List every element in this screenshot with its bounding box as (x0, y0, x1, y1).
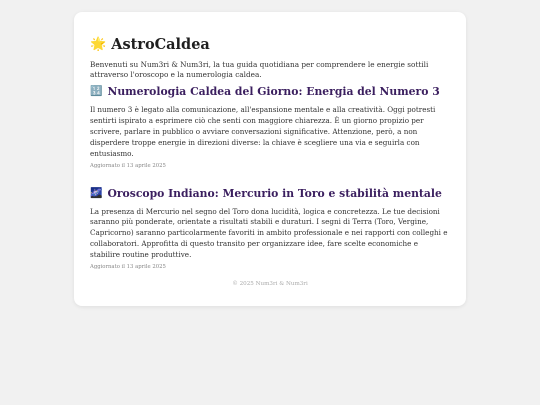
article-title[interactable] (90, 187, 450, 201)
article-body: La presenza di Mercurio nel segno del Toro dona lucidità, logica e concretezza. Le tue decisioni saranno più ponderate, orientate a risultati stabili e duraturi. I segni di Terra (Toro, Vergine, Capricorno) saranno particolarmente favoriti in ambito professionale e nei rapporti con colleghi e collaboratori. Approfitta di questo transito per organizzare idee, fare scelte economiche e stabilire routine produttive. (90, 206, 448, 260)
article-horoscope (90, 187, 450, 271)
numbers-icon: 🔢 (90, 86, 103, 97)
content-card (74, 12, 466, 306)
site-title-text: AstroCaldea (111, 36, 210, 53)
article-body: Il numero 3 è legato alla comunicazione, all'espansione mentale e alla creatività. Oggi potresti sentirti ispirato a esprimere ciò che senti con maggiore chiarezza. È un giorno propizio per scrivere, parlare in pubblico o avviare conversazioni significative. Attenzione, però, a non disperdere troppe energie in direzioni diverse: la chiave è scegliere una via e seguirla con entusiasmo. (90, 105, 436, 158)
article-title-text[interactable]: Oroscopo Indiano: Mercurio in Toro e stabilità mentale (107, 186, 442, 200)
article-title-text[interactable]: Numerologia Caldea del Giorno: Energia del Numero 3 (107, 85, 440, 98)
article-title[interactable] (90, 85, 450, 99)
article-numerology (90, 85, 450, 169)
footer-copyright: © 2025 Num3ri & Num3ri (232, 281, 308, 287)
galaxy-icon: 🌌 (90, 187, 103, 199)
sun-icon: 🌟 (90, 37, 107, 52)
site-title (90, 36, 450, 53)
article-date: Aggiornato il 13 aprile 2025 (90, 162, 166, 169)
article-date: Aggiornato il 13 aprile 2025 (90, 264, 166, 271)
intro-text: Benvenuti su Num3ri & Num3ri, la tua guida quotidiana per comprendere le energie sottili attraverso l'oroscopo e la numerologia caldea. (90, 60, 429, 79)
